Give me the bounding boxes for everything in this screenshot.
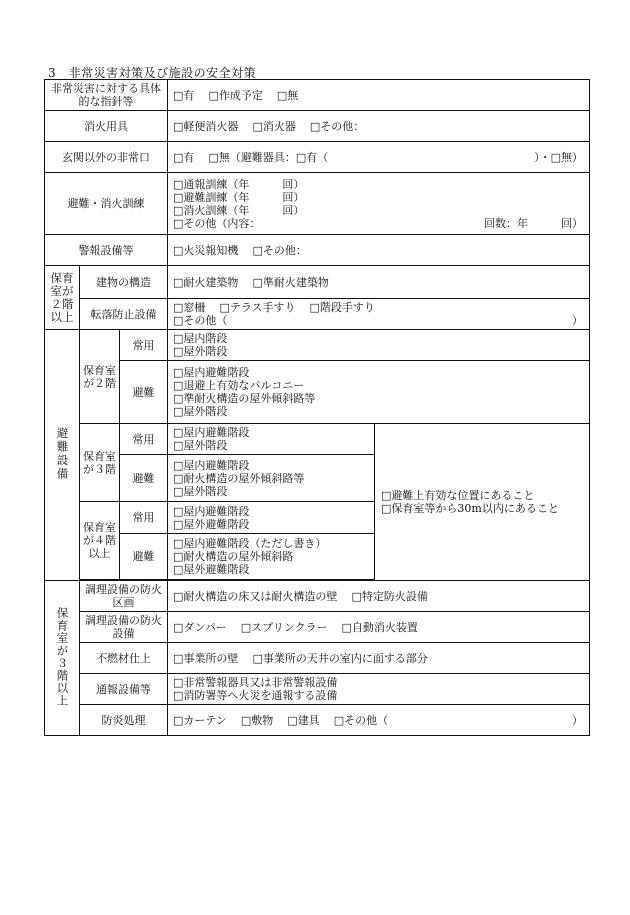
option[interactable]: □屋外階段 bbox=[173, 439, 228, 452]
option[interactable]: □準耐火構造の屋外傾斜路等 bbox=[173, 392, 316, 405]
value-evac-conditions bbox=[375, 424, 590, 581]
option[interactable]: □屋内階段 bbox=[173, 332, 228, 345]
option[interactable]: □ダンパー bbox=[173, 620, 227, 634]
option[interactable]: □屋内避難階段 bbox=[173, 366, 250, 379]
option[interactable]: □カーテン bbox=[173, 713, 227, 727]
group-evacuation: 避難設備 bbox=[45, 330, 80, 581]
value-fall-prevention bbox=[168, 299, 590, 330]
label-common: 常用 bbox=[120, 424, 168, 455]
option[interactable]: □無（避難器具：□有（ bbox=[208, 150, 329, 164]
option[interactable]: □有 bbox=[173, 88, 195, 102]
row-nonflammable bbox=[45, 643, 590, 674]
option[interactable]: □屋外階段 bbox=[173, 345, 228, 358]
option[interactable]: □消火訓練（年 回） bbox=[173, 203, 305, 217]
option[interactable]: □屋内避難階段 bbox=[173, 458, 250, 472]
label-drills: 避難・消火訓練 bbox=[45, 173, 168, 235]
label-cook-equip: 調理設備の防火設備 bbox=[80, 612, 168, 643]
option[interactable]: □屋内避難階段 bbox=[173, 426, 250, 439]
value-building-structure bbox=[168, 266, 590, 299]
row-extinguisher bbox=[45, 111, 590, 142]
option[interactable]: □耐火構造の床又は耐火構造の壁 bbox=[173, 589, 338, 603]
label-evac: 避難 bbox=[120, 534, 168, 580]
paren-close: ） bbox=[572, 713, 584, 727]
value-evac-2f-evac bbox=[168, 361, 590, 424]
option[interactable]: □屋外避難階段 bbox=[173, 517, 250, 531]
option[interactable]: □軽便消火器 bbox=[173, 119, 239, 133]
row-drills bbox=[45, 173, 590, 235]
label-floor-4: 保育室が４階以上 bbox=[80, 502, 120, 580]
label-evac: 避難 bbox=[120, 455, 168, 502]
option[interactable]: □屋外階段 bbox=[173, 405, 228, 418]
value-nonflammable bbox=[168, 643, 590, 674]
option[interactable]: □有 bbox=[173, 150, 195, 164]
row-notify bbox=[45, 674, 590, 705]
row-cook-equip bbox=[45, 612, 590, 643]
row-evac-2f-evac bbox=[45, 361, 590, 424]
option[interactable]: □屋内避難階段 bbox=[173, 504, 250, 518]
value-extinguisher bbox=[168, 111, 590, 142]
label-nonflammable: 不燃材仕上 bbox=[80, 643, 168, 674]
option[interactable]: ）・□無） bbox=[534, 150, 584, 164]
option[interactable]: □保育室等から30m以内にあること bbox=[381, 502, 559, 515]
option[interactable]: □屋内避難階段（ただし書き） bbox=[173, 537, 327, 550]
value-evac-2f-common bbox=[168, 330, 590, 361]
label-extinguisher: 消火用具 bbox=[45, 111, 168, 142]
value-drills bbox=[168, 173, 590, 235]
option[interactable]: □その他（ bbox=[173, 314, 228, 327]
option[interactable]: □無 bbox=[276, 88, 299, 102]
paren-close: ） bbox=[572, 314, 584, 327]
option[interactable]: □非常警報器具又は非常警報設備 bbox=[173, 676, 338, 689]
option[interactable]: □特定防火設備 bbox=[351, 589, 428, 603]
safety-measures-table bbox=[44, 79, 590, 736]
value-evac-3f-evac bbox=[168, 455, 375, 502]
option[interactable]: □テラス手すり bbox=[219, 301, 296, 314]
row-emergency-exit bbox=[45, 142, 590, 173]
value-guidelines bbox=[168, 80, 590, 111]
row-guidelines bbox=[45, 80, 590, 111]
option[interactable]: □耐火建築物 bbox=[173, 275, 239, 289]
option[interactable]: □階段手すり bbox=[309, 301, 375, 314]
option[interactable]: □敷物 bbox=[240, 713, 274, 727]
value-cook-area bbox=[168, 581, 590, 612]
option[interactable]: □消火器 bbox=[252, 119, 296, 133]
value-flameproof bbox=[168, 705, 590, 736]
option[interactable]: □事業所の壁 bbox=[173, 651, 239, 665]
row-cook-area bbox=[45, 581, 590, 612]
option[interactable]: □その他： bbox=[252, 243, 307, 257]
label-guidelines: 非常災害に対する具体的な指針等 bbox=[45, 80, 168, 111]
value-cook-equip bbox=[168, 612, 590, 643]
option[interactable]: □退避上有効なバルコニー bbox=[173, 379, 305, 392]
label-alarm: 警報設備等 bbox=[45, 235, 168, 266]
option[interactable]: □作成予定 bbox=[208, 88, 263, 102]
group-nursery-3f: 保育室が３階以上 bbox=[45, 581, 80, 736]
option[interactable]: □消防署等へ火災を通報する設備 bbox=[173, 689, 338, 702]
label-flameproof: 防炎処理 bbox=[80, 705, 168, 736]
option[interactable]: □耐火構造の屋外傾斜路等 bbox=[173, 471, 305, 485]
value-evac-4f-evac bbox=[168, 534, 375, 580]
option[interactable]: □その他（ bbox=[333, 713, 389, 727]
row-evac-3f-common bbox=[45, 424, 590, 455]
option[interactable]: □その他（内容： bbox=[173, 216, 261, 230]
row-evac-2f-common bbox=[45, 330, 590, 361]
row-alarm bbox=[45, 235, 590, 266]
option[interactable]: □スプリンクラー bbox=[240, 620, 328, 634]
value-emergency-exit bbox=[168, 142, 590, 173]
option[interactable]: □建具 bbox=[287, 713, 320, 727]
option[interactable]: □火災報知機 bbox=[173, 243, 239, 257]
label-floor-3: 保育室が３階 bbox=[80, 424, 120, 502]
option[interactable]: □事業所の天井の室内に面する部分 bbox=[252, 651, 428, 665]
option[interactable]: □窓柵 bbox=[173, 301, 206, 314]
option[interactable]: □自動消火装置 bbox=[341, 620, 418, 634]
row-building-structure bbox=[45, 266, 590, 299]
label-notify: 通報設備等 bbox=[80, 674, 168, 705]
section-heading: 3 非常災害対策及び施設の安全対策 bbox=[48, 66, 257, 80]
option[interactable]: □避難上有効な位置にあること bbox=[381, 489, 535, 502]
label-cook-area: 調理設備の防火区画 bbox=[80, 581, 168, 612]
option[interactable]: □屋外階段 bbox=[173, 484, 228, 498]
label-emergency-exit: 玄関以外の非常口 bbox=[45, 142, 168, 173]
option[interactable]: □その他： bbox=[309, 119, 365, 133]
drill-count: 回数：年 回） bbox=[484, 216, 584, 230]
option[interactable]: □通報訓練（年 回） bbox=[173, 177, 305, 191]
label-fall-prevention: 転落防止設備 bbox=[80, 299, 168, 330]
option[interactable]: □準耐火建築物 bbox=[252, 275, 329, 289]
row-fall-prevention bbox=[45, 299, 590, 330]
label-common: 常用 bbox=[120, 330, 168, 361]
option[interactable]: □屋外避難階段 bbox=[173, 563, 250, 576]
label-building-structure: 建物の構造 bbox=[80, 266, 168, 299]
option[interactable]: □耐火構造の屋外傾斜路 bbox=[173, 550, 294, 563]
value-evac-3f-common bbox=[168, 424, 375, 455]
label-floor-2: 保育室が２階 bbox=[80, 330, 120, 424]
value-alarm bbox=[168, 235, 590, 266]
value-notify bbox=[168, 674, 590, 705]
group-nursery-2f: 保育室が２階以上 bbox=[45, 266, 80, 330]
label-common: 常用 bbox=[120, 502, 168, 534]
value-evac-4f-common bbox=[168, 502, 375, 534]
row-flameproof bbox=[45, 705, 590, 736]
option[interactable]: □避難訓練（年 回） bbox=[173, 190, 305, 204]
label-evac: 避難 bbox=[120, 361, 168, 424]
